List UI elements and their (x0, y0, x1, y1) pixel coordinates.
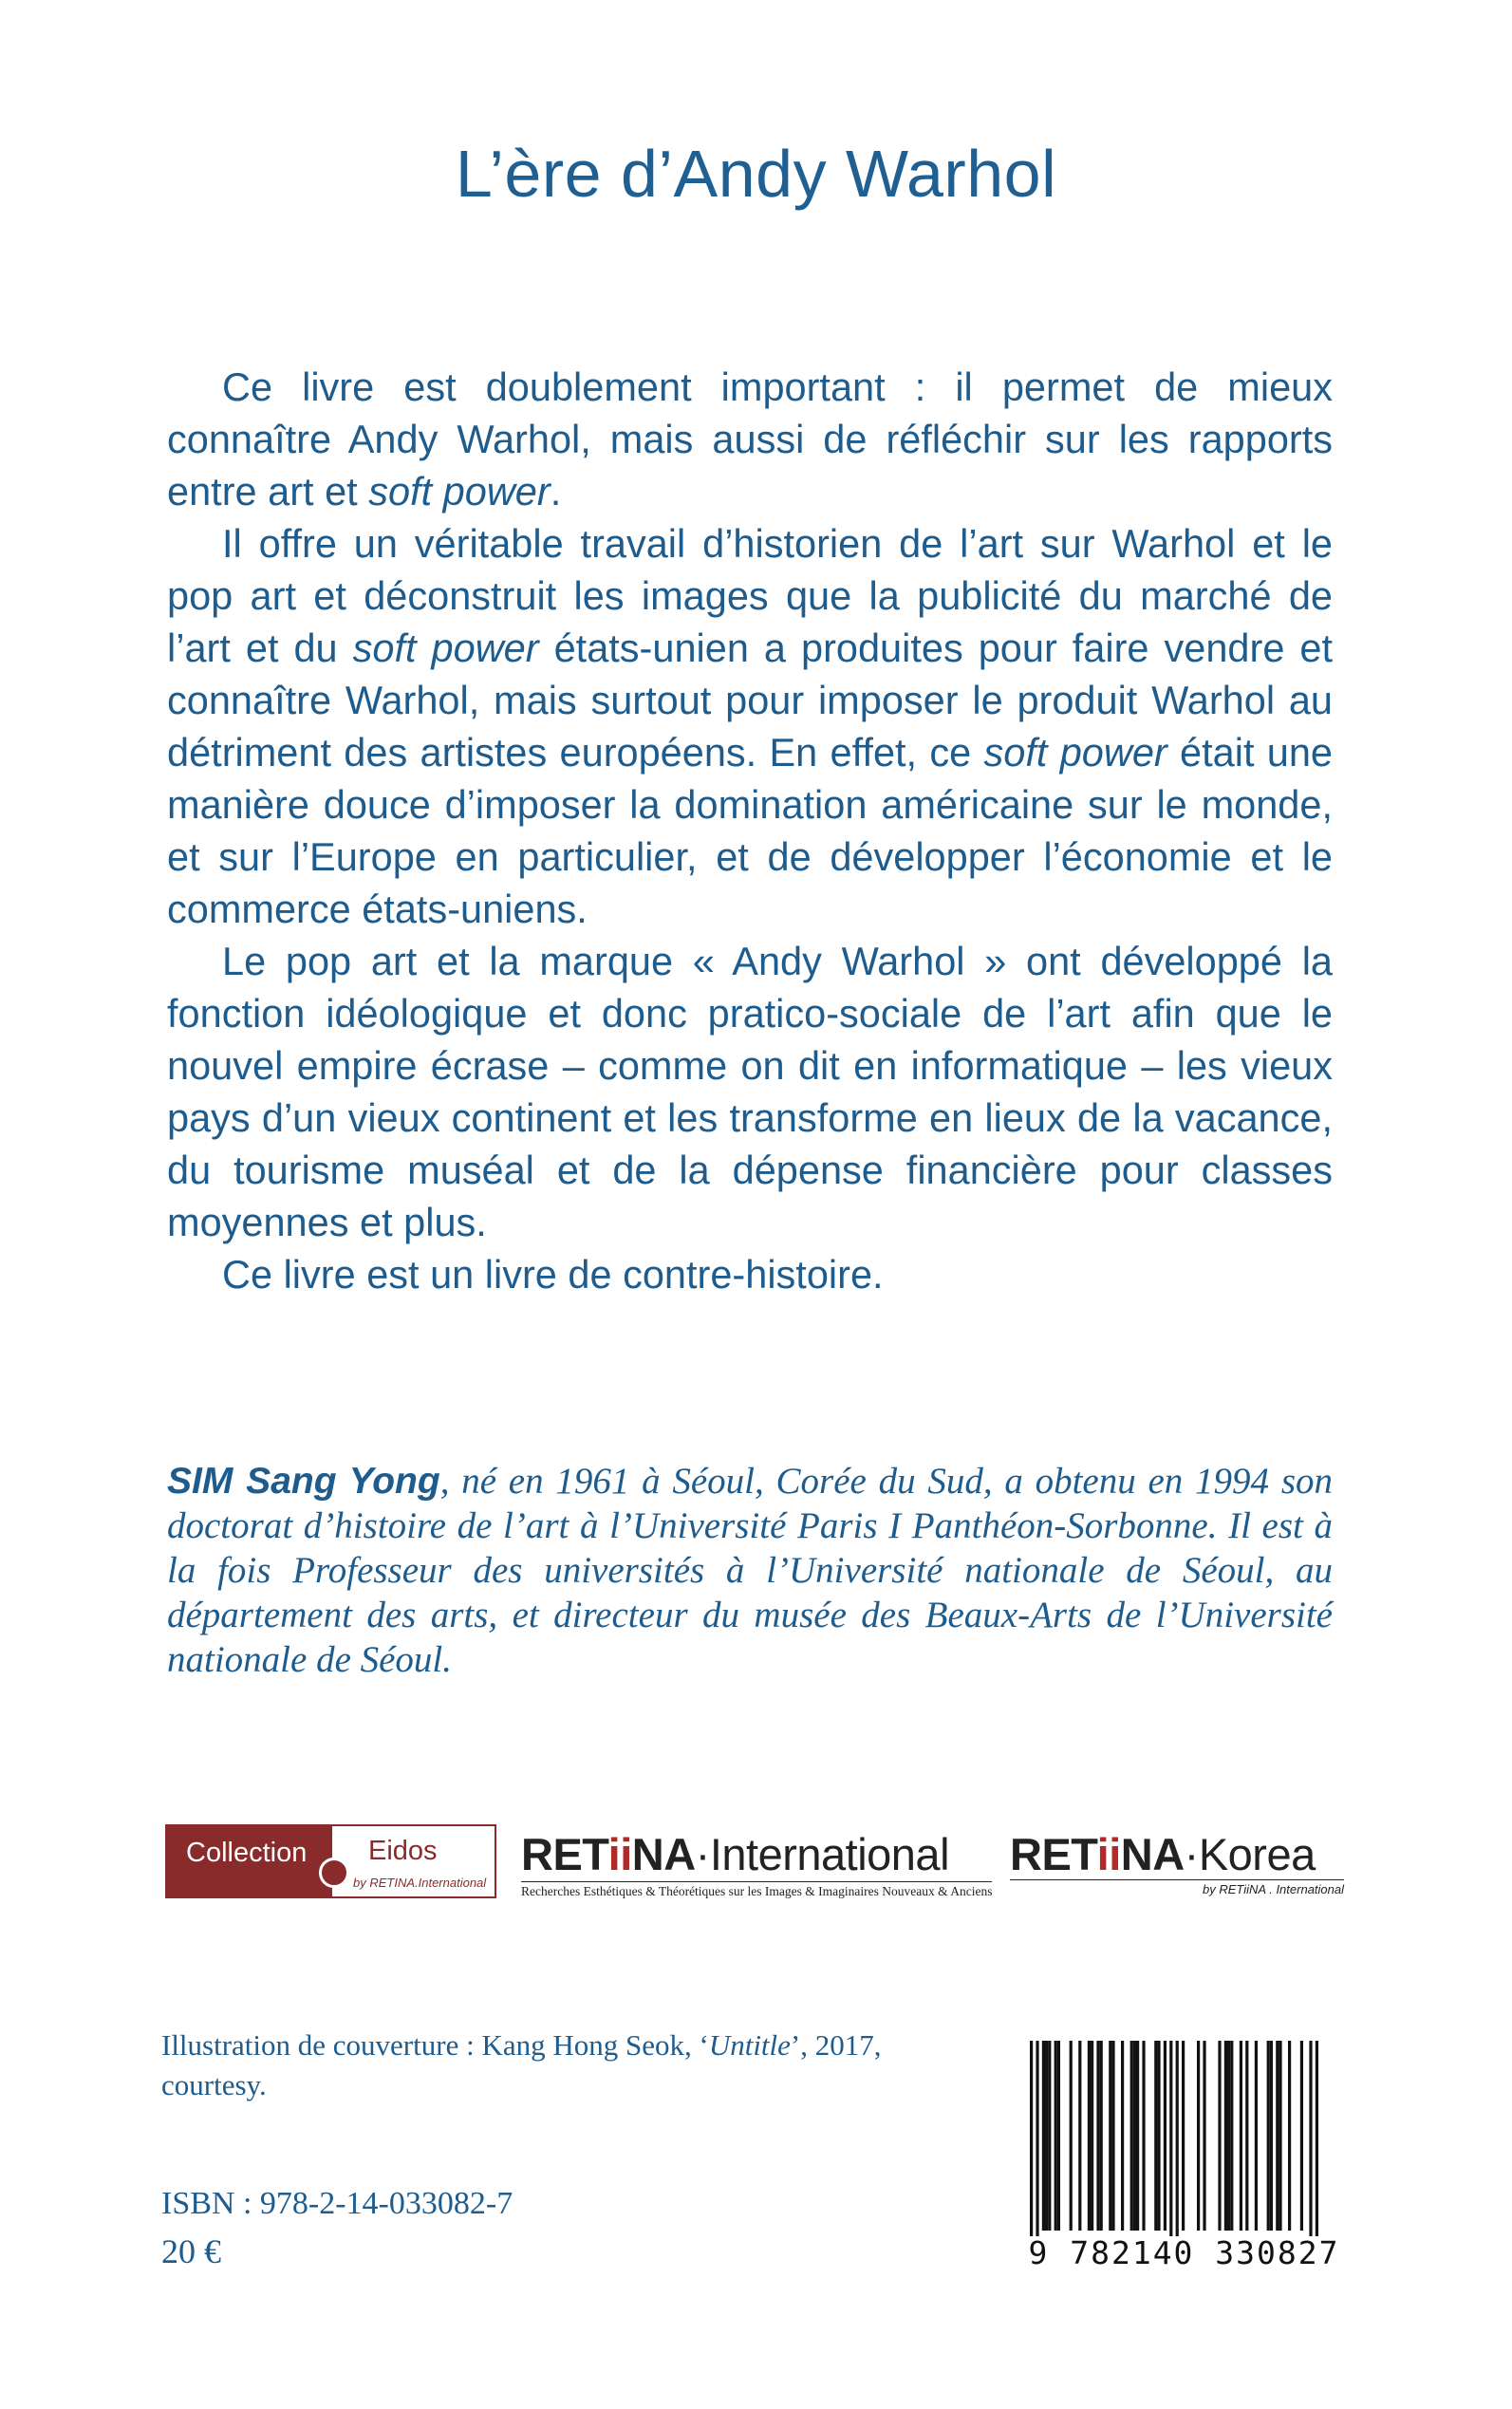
author-name: SIM Sang Yong (167, 1461, 440, 1502)
barcode-bar (1316, 2041, 1318, 2236)
cover-illustration-credit: Illustration de couverture : Kang Hong Seok, ‘Untitle’, 2017, courtesy. (161, 2028, 882, 2101)
barcode-bar (1203, 2041, 1205, 2231)
barcode-bar (1270, 2041, 1273, 2231)
isbn: ISBN : 978-2-14-033082-7 (161, 2186, 513, 2221)
barcode-bar (1070, 2041, 1073, 2231)
barcode-bar (1130, 2041, 1133, 2231)
barcode-bar (1169, 2041, 1172, 2236)
barcode-bar (1309, 2041, 1312, 2236)
paragraph-1: Ce livre est doublement important : il permet de mieux connaître Andy Warhol, mais aussi de réfléchir sur les rapports entre art et soft power. (167, 364, 1333, 514)
barcode-bar (1227, 2041, 1230, 2231)
barcode-bar (1136, 2041, 1139, 2231)
barcode-bar (1048, 2041, 1051, 2231)
barcode-bar (1091, 2041, 1093, 2231)
barcode-bar (1100, 2041, 1103, 2231)
retina-international-logo: RETiiNA·International Recherches Esthétiques & Théorétiques sur les Images & Imaginaires Nouveaux & Anciens (521, 1829, 993, 1898)
barcode-bar (1276, 2041, 1279, 2231)
barcode-bar (1218, 2041, 1221, 2231)
collection-eidos-logo: Collection Eidos by RETINA.International (165, 1824, 496, 1898)
author-bio: SIM Sang Yong, né en 1961 à Séoul, Corée du Sud, a obtenu en 1994 son doctorat d’histoire de l’art à l’Université Paris I Panthéon-Sorbonne. Il est à la fois Professeur des universités à l’Université nationale de Séoul, au département des arts, et directeur du musée des Beaux-Arts de l’Université nationale de Séoul. (167, 1461, 1333, 1680)
barcode-bar (1030, 2041, 1033, 2236)
barcode-digits: 9 782140 330827 (1028, 2234, 1340, 2271)
barcode-bar (1154, 2041, 1157, 2231)
blurb (167, 361, 1333, 1300)
paragraph-3: Le pop art et la marque « Andy Warhol » ont développé la fonction idéologique et donc pratico-sociale de l’art afin que le nouvel empire écrase – comme on dit en informatique – les vieux pays d’un vieux continent et les transforme en lieux de la vacance, du tourisme muséal et de la dépense financière pour classes moyennes et plus. (167, 939, 1333, 1244)
barcode-bar (1133, 2041, 1136, 2231)
barcode-bar (1042, 2041, 1045, 2231)
barcode-bar (1045, 2041, 1048, 2231)
price: 20 € (161, 2232, 221, 2270)
book-title: L’ère d’Andy Warhol (455, 137, 1057, 211)
barcode-bar (1240, 2041, 1242, 2231)
paragraph-4: Ce livre est un livre de contre-histoire. (222, 1252, 884, 1297)
barcode-bar (1176, 2041, 1179, 2236)
barcode (1016, 2037, 1353, 2278)
logo-dot (319, 1858, 349, 1888)
barcode-bar (1096, 2041, 1099, 2231)
barcode-bar (1055, 2041, 1057, 2231)
retina-korea-logo: RETiiNA·Korea by RETiiNA . International (1010, 1829, 1344, 1896)
barcode-bar (1230, 2041, 1233, 2231)
barcode-bar (1245, 2041, 1248, 2231)
barcode-bar (1164, 2041, 1167, 2231)
barcode-bar (1255, 2041, 1258, 2231)
barcode-bar (1267, 2041, 1270, 2231)
barcode-bar (1078, 2041, 1081, 2231)
barcode-bar (1121, 2041, 1124, 2231)
barcode-bar (1197, 2041, 1200, 2231)
paragraph-2: Il offre un véritable travail d’historien de l’art sur Warhol et le pop art et déconstruit les images que la publicité du marché de l’art et du soft power états-unien a produites pour faire vendre et connaître Warhol, mais surtout pour imposer le produit Warhol au détriment des artistes européens. En effet, ce soft power était une manière douce d’imposer la domination américaine sur le monde, et sur l’Europe en particulier, et de développer l’économie et le commerce états-uniens. (167, 521, 1334, 931)
barcode-bar (1300, 2041, 1303, 2231)
barcode-bars (1016, 2037, 1353, 2236)
barcode-bar (1109, 2041, 1111, 2231)
barcode-bar (1057, 2041, 1060, 2231)
barcode-bar (1279, 2041, 1281, 2231)
barcode-bar (1157, 2041, 1160, 2231)
barcode-bar (1182, 2041, 1185, 2231)
barcode-bar (1111, 2041, 1114, 2231)
barcode-bar (1288, 2041, 1291, 2231)
barcode-bar (1088, 2041, 1091, 2231)
barcode-bar (1036, 2041, 1038, 2236)
barcode-bar (1224, 2041, 1227, 2231)
barcode-bar (1142, 2041, 1145, 2231)
